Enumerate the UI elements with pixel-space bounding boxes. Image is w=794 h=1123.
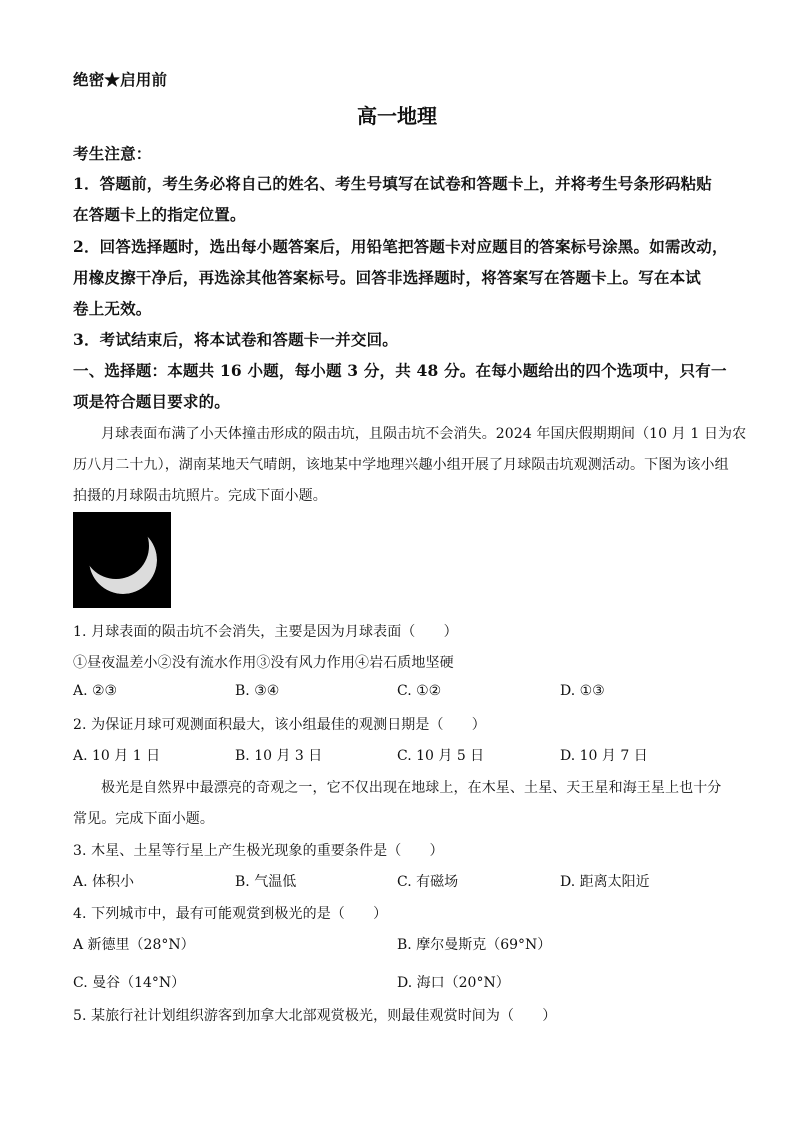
q2-option-b: B. 10 月 3 日	[235, 748, 323, 764]
q4-option-a: A 新德里（28°N）	[73, 937, 195, 953]
q1-option-c: C. ①②	[397, 683, 442, 699]
q3-option-b: B. 气温低	[235, 874, 297, 890]
q5-stem: 5. 某旅行社计划组织游客到加拿大北部观赏极光，则最佳观赏时间为（ ）	[73, 1008, 557, 1024]
moon-crater-photo	[73, 512, 171, 608]
q1-option-d: D. ①③	[560, 683, 605, 699]
q1-option-b: B. ③④	[235, 683, 280, 699]
q4-option-d: D. 海口（20°N）	[397, 975, 510, 991]
passage1-line-1: 月球表面布满了小天体撞击形成的陨击坑，且陨击坑不会消失。2024 年国庆假期期间（10 月 1 日为农	[101, 426, 747, 442]
notice-item-1-line-1: 1．答题前，考生务必将自己的姓名、考生号填写在试卷和答题卡上，并将考生号条形码粘贴	[73, 174, 712, 193]
q1-statements: ①昼夜温差小②没有流水作用③没有风力作用④岩石质地坚硬	[73, 655, 454, 671]
q4-option-b: B. 摩尔曼斯克（69°N）	[397, 937, 552, 953]
q2-option-c: C. 10 月 5 日	[397, 748, 485, 764]
section-heading-line-1: 一、选择题：本题共 16 小题，每小题 3 分，共 48 分。在每小题给出的四个选项中，只有一	[73, 361, 727, 380]
q2-option-a: A. 10 月 1 日	[73, 748, 161, 764]
q3-stem: 3. 木星、土星等行星上产生极光现象的重要条件是（ ）	[73, 843, 444, 859]
q3-option-c: C. 有磁场	[397, 874, 459, 890]
q2-option-d: D. 10 月 7 日	[560, 748, 648, 764]
q1-option-a: A. ②③	[73, 683, 118, 699]
notice-item-2-line-2: 用橡皮擦干净后，再选涂其他答案标号。回答非选择题时，将答案写在答题卡上。写在本试	[73, 268, 702, 287]
section-heading-line-2: 项是符合题目要求的。	[73, 392, 231, 411]
notice-heading: 考生注意：	[73, 144, 152, 163]
q3-option-a: A. 体积小	[73, 874, 135, 890]
q2-stem: 2. 为保证月球可观测面积最大，该小组最佳的观测日期是（ ）	[73, 717, 486, 733]
q4-stem: 4. 下列城市中，最有可能观赏到极光的是（ ）	[73, 906, 388, 922]
notice-item-2-line-1: 2．回答选择题时，选出每小题答案后，用铅笔把答题卡对应题目的答案标号涂黑。如需改动，	[73, 237, 728, 256]
notice-item-2-line-3: 卷上无效。	[73, 299, 152, 318]
page-title: 高一地理	[357, 104, 437, 128]
passage2-line-1: 极光是自然界中最漂亮的奇观之一，它不仅出现在地球上，在木星、土星、天王星和海王星上也十分	[101, 780, 722, 796]
q1-stem: 1. 月球表面的陨击坑不会消失，主要是因为月球表面（ ）	[73, 624, 458, 640]
passage2-line-2: 常见。完成下面小题。	[73, 811, 214, 827]
q4-option-c: C. 曼谷（14°N）	[73, 975, 186, 991]
passage1-line-3: 拍摄的月球陨击坑照片。完成下面小题。	[73, 488, 327, 504]
q3-option-d: D. 距离太阳近	[560, 874, 650, 890]
passage1-line-2: 历八月二十九），湖南某地天气晴朗，该地某中学地理兴趣小组开展了月球陨击坑观测活动。下图为该小组	[73, 457, 729, 473]
secret-label: 绝密★启用前	[73, 70, 168, 89]
notice-item-3: 3．考试结束后，将本试卷和答题卡一并交回。	[73, 330, 398, 349]
notice-item-1-line-2: 在答题卡上的指定位置。	[73, 205, 246, 224]
crescent-moon-icon	[73, 512, 171, 608]
